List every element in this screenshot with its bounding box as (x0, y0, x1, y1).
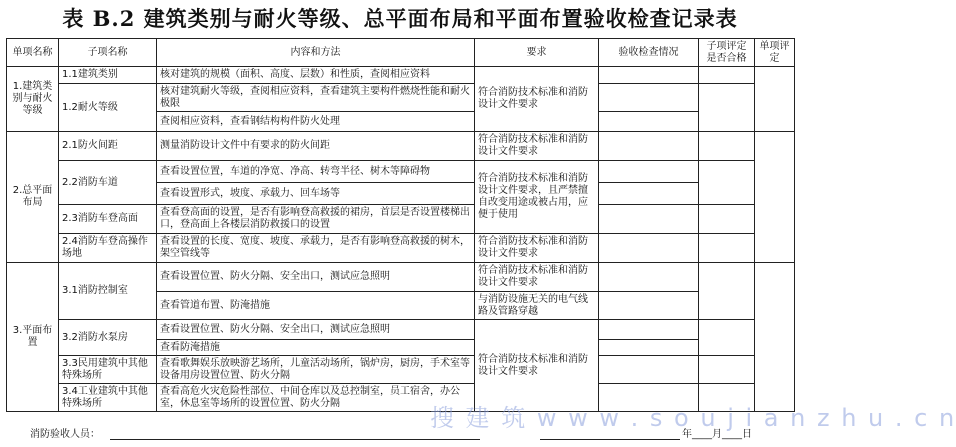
table-row (7, 320, 795, 340)
table-row (7, 132, 795, 161)
check-cell[interactable] (599, 340, 699, 356)
requirement-cell: 符合消防技术标准和消防设计文件要求 (475, 320, 599, 412)
method-cell: 查看防淹措施 (157, 340, 475, 356)
header-requirement: 要求 (475, 39, 599, 67)
item-eval-cell[interactable] (755, 263, 795, 412)
check-cell[interactable] (599, 112, 699, 132)
sub-eval-cell[interactable] (699, 320, 755, 356)
check-cell[interactable] (599, 84, 699, 112)
sub-cell: 3.1消防控制室 (59, 263, 157, 320)
header-method: 内容和方法 (157, 39, 475, 67)
header-item-eval: 单项评定 (755, 39, 795, 67)
sub-cell: 1.1建筑类别 (59, 67, 157, 84)
sub-eval-cell[interactable] (699, 205, 755, 234)
sub-eval-cell[interactable] (699, 161, 755, 205)
item-eval-cell[interactable] (755, 67, 795, 132)
requirement-cell: 符合消防技术标准和消防设计文件要求 (475, 132, 599, 161)
item-eval-cell[interactable] (755, 132, 795, 263)
method-cell: 查看管道布置、防淹措施 (157, 292, 475, 320)
check-cell[interactable] (599, 292, 699, 320)
table-row (7, 356, 795, 384)
sub-cell: 2.4消防车登高操作场地 (59, 234, 157, 263)
sub-eval-cell[interactable] (699, 234, 755, 263)
sub-cell: 2.2消防车道 (59, 161, 157, 205)
sub-cell: 1.2耐火等级 (59, 84, 157, 132)
group-cell-3: 3.平面布置 (7, 263, 59, 412)
requirement-cell: 符合消防技术标准和消防设计文件要求 (475, 67, 599, 132)
date-label: 年____月____日 (682, 429, 752, 440)
group-cell-1: 1.建筑类别与耐火等级 (7, 67, 59, 132)
method-cell: 查看设置的长度、宽度、坡度、承载力，是否有影响登高救援的树木，架空管线等 (157, 234, 475, 263)
sub-eval-cell[interactable] (699, 132, 755, 161)
sub-cell: 2.3消防车登高面 (59, 205, 157, 234)
check-cell[interactable] (599, 67, 699, 84)
check-cell[interactable] (599, 161, 699, 183)
requirement-cell: 符合消防技术标准和消防设计文件要求 (475, 263, 599, 292)
header-check-status: 验收检查情况 (599, 39, 699, 67)
method-cell: 查看设置位置、防火分隔、安全出口，测试应急照明 (157, 263, 475, 292)
sub-cell: 3.4工业建筑中其他特殊场所 (59, 384, 157, 412)
table-row (7, 161, 795, 183)
requirement-cell: 符合消防技术标准和消防设计文件要求，且严禁擅自改变用途或被占用，应便于使用 (475, 161, 599, 234)
method-cell: 查看歌舞娱乐放映游艺场所，儿童活动场所，锅炉房，厨房，手术室等设备用房设置位置、防火分隔 (157, 356, 475, 384)
sub-cell: 3.2消防水泵房 (59, 320, 157, 356)
method-cell: 核对建筑耐火等级，查阅相应资料，查看建筑主要构件燃烧性能和耐火极限 (157, 84, 475, 112)
header-item-name: 单项名称 (7, 39, 59, 67)
method-cell: 查看高危火灾危险性部位、中间仓库以及总控制室，员工宿舍，办公室，休息室等场所的设置位置、防火分隔 (157, 384, 475, 412)
sub-eval-cell[interactable] (699, 356, 755, 384)
requirement-cell: 与消防设施无关的电气线路及管路穿越 (475, 292, 599, 320)
header-row (7, 39, 795, 67)
check-cell[interactable] (599, 356, 699, 384)
sub-cell: 2.1防火间距 (59, 132, 157, 161)
check-cell[interactable] (599, 234, 699, 263)
check-cell[interactable] (599, 205, 699, 234)
method-cell: 查看设置位置、防火分隔、安全出口，测试应急照明 (157, 320, 475, 340)
method-cell: 查阅相应资料，查看钢结构构件防火处理 (157, 112, 475, 132)
table-row (7, 234, 795, 263)
sub-eval-cell[interactable] (699, 263, 755, 320)
check-cell[interactable] (599, 183, 699, 205)
method-cell: 查看设置形式，坡度、承载力、回车场等 (157, 183, 475, 205)
check-cell[interactable] (599, 132, 699, 161)
signature-line-2[interactable] (540, 439, 680, 440)
header-sub-name: 子项名称 (59, 39, 157, 67)
inspection-table (6, 38, 795, 412)
table-row (7, 84, 795, 112)
group-cell-2: 2.总平面布局 (7, 132, 59, 263)
sub-cell: 3.3民用建筑中其他特殊场所 (59, 356, 157, 384)
footer (30, 426, 790, 444)
sub-eval-cell[interactable] (699, 67, 755, 84)
method-cell: 查看设置位置，车道的净宽、净高、转弯半径、树木等障碍物 (157, 161, 475, 183)
method-cell: 查看登高面的设置，是否有影响登高救援的裙房，首层是否设置楼梯出口，登高面上各楼层消防救援口的设置 (157, 205, 475, 234)
check-cell[interactable] (599, 263, 699, 292)
watermark-text: 搜 建 筑 w w w . s o u j i a n z h u . c n (430, 404, 956, 432)
table-row (7, 67, 795, 84)
header-sub-eval: 子项评定是否合格 (699, 39, 755, 67)
inspector-signature-line[interactable] (110, 439, 480, 440)
inspector-label: 消防验收人员： (30, 429, 100, 440)
table-row (7, 263, 795, 292)
table-row (7, 205, 795, 234)
page-title: 表 B.2 建筑类别与耐火等级、总平面布局和平面布置验收检查记录表 (62, 6, 738, 31)
requirement-cell: 符合消防技术标准和消防设计文件要求 (475, 234, 599, 263)
method-cell: 核对建筑的规模（面积、高度、层数）和性质，查阅相应资料 (157, 67, 475, 84)
sub-eval-cell[interactable] (699, 84, 755, 132)
method-cell: 测量消防设计文件中有要求的防火间距 (157, 132, 475, 161)
check-cell[interactable] (599, 320, 699, 340)
